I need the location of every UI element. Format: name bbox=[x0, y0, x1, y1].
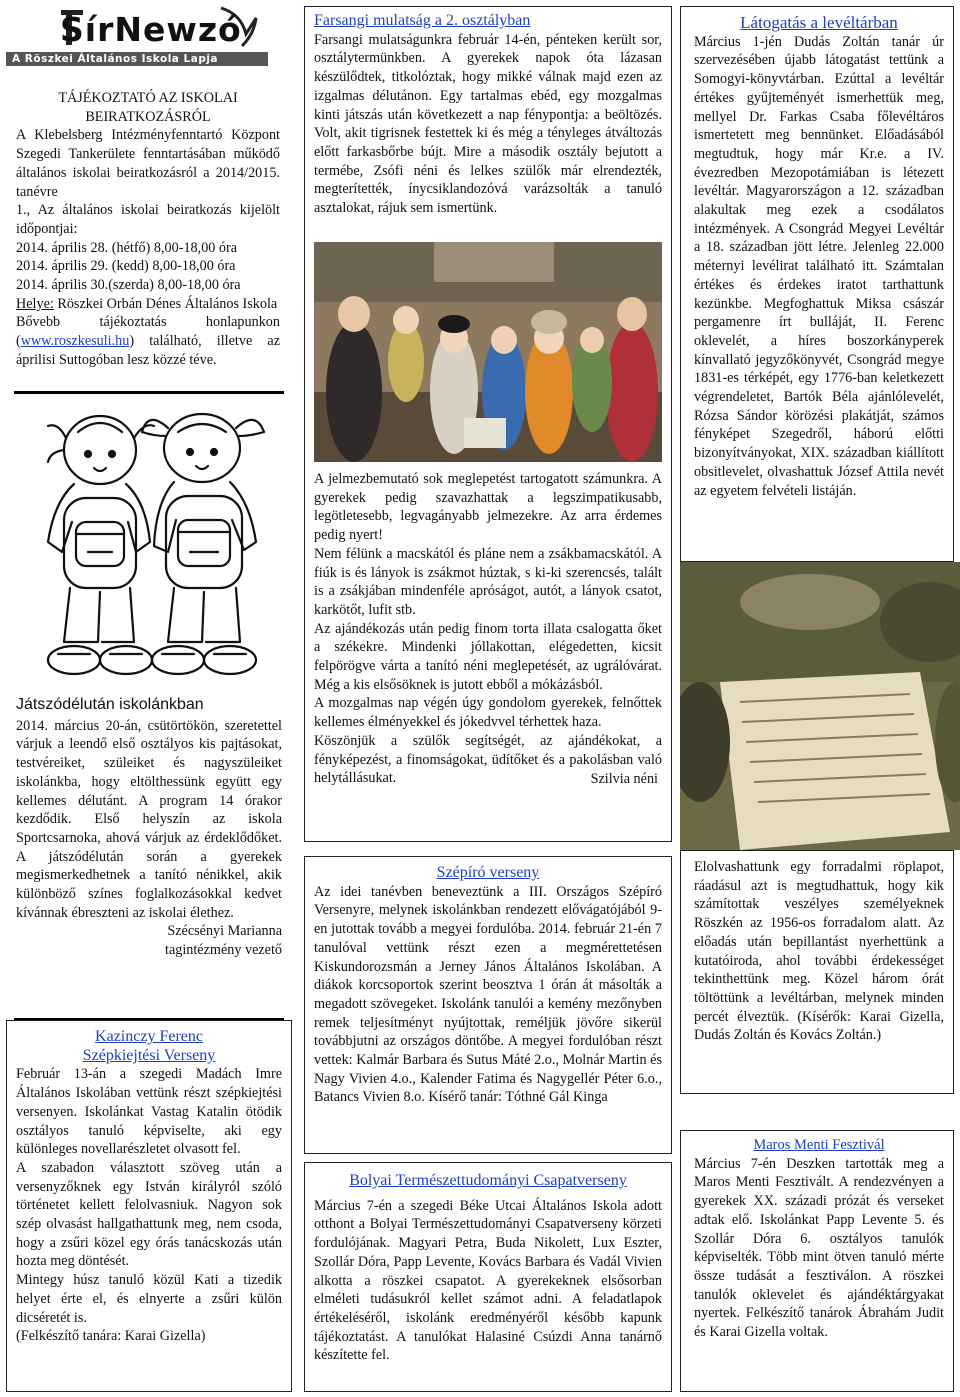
kazinczy-p4: (Felkészítő tanára: Karai Gizella) bbox=[16, 1328, 206, 1345]
bolyai-title: Bolyai Természettudományi Csapatverseny bbox=[349, 1172, 627, 1189]
enrolment-date-3: 2014. április 30.(szerda) 8,00-18,00 óra bbox=[16, 277, 241, 294]
maros-article bbox=[694, 1136, 944, 1342]
carnival-title: Farsangi mulatság a 2. osztályban bbox=[314, 12, 531, 29]
place-label: Helye: bbox=[16, 295, 54, 312]
playday-signature-name: Szécsényi Marianna bbox=[167, 923, 282, 940]
archive2-body: Elolvashattunk egy forradalmi röplapot, ráadásul azt is megtudhattuk, hogy kik számítottak veszélyes személyeknek Röszkén az 1956-os forradalom alatt. Az előadás után bepillantást nyerhettünk a kutatóiroda, ahol további érdekességet tekinthettünk meg. Közel három órát töltöttünk a levéltárban, melynek minden percét élveztük. (Kísérők: Karai Gizella, Dudás Zoltán és Kovács Zoltán.) bbox=[694, 859, 944, 1044]
bolyai-article bbox=[314, 1172, 662, 1365]
more-text-a: Bővebb tájékoztatás honlapunkon ( bbox=[16, 314, 280, 350]
playday-article bbox=[16, 696, 282, 960]
carnival-p2: A jelmezbemutató sok meglepetést tartogatott számunkra. A gyerekek pedig szavazhattak a legszimpatikusabb, legötletesebb, legvagányabb jelmezekre. Az arra érdemes pedig nyert! bbox=[314, 471, 662, 544]
kazinczy-p3: Mintegy húsz tanuló közül Kati a tizedik helyet érte el, és elnyerte a zsűri külön dicséretét is. bbox=[16, 1272, 282, 1326]
archive-title: Látogatás a levéltárban bbox=[740, 13, 898, 32]
playday-body: 2014. március 20-án, csütörtökön, szeretettel várjuk a leendő első osztályos kis pajtásokat, testvéreiket, szüleiket és nagyszüleiket iskolánkba, hogy eltölthessünk együtt egy kellemes délutánt. A program 14 órakor kezdődik. Első helyszín az iskola Sportcsarnoka, ahová várjuk az érdeklődőket. A játszódélután során a gyerekek megismerkedhetnek a tanító nénikkel, akik különböző színes foglalkozásokkal kedvet kívánnak ébreszteni az iskolai élethez. bbox=[16, 717, 282, 921]
enrolment-p2: 1., Az általános iskolai beiratkozás kijelölt időpontjai: bbox=[16, 202, 280, 237]
playday-signature-role: tagintézmény vezető bbox=[165, 942, 282, 959]
place-text: Röszkei Orbán Dénes Általános Iskola bbox=[53, 295, 278, 312]
enrolment-title: TÁJÉKOZTATÓ AZ ISKOLAI BEIRATKOZÁSRÓL bbox=[58, 90, 238, 125]
enrolment-notice bbox=[16, 89, 280, 370]
kazinczy-p1: Február 13-án a szegedi Madách Imre Általános Iskolában vettünk részt szépkiejtési versenyen. Iskolánkat Vastag Katalin ötödik osztályos tanuló képviselte, aki egy különleges novellarészletet olvasott fel. bbox=[16, 1066, 282, 1158]
enrolment-more bbox=[16, 313, 280, 369]
masthead-title: SírNewzó bbox=[60, 10, 242, 49]
col1-divider bbox=[14, 391, 284, 394]
carnival-article-bottom bbox=[314, 470, 662, 789]
carnival-p1: Farsangi mulatságunkra február 14-én, pénteken került sor, osztálytermünkben. A gyerekek napok óta lázasan készülődtek, titkolóztak, hogy mikké válnak majd ezen az izgalmas délutánon. Egy tartalmas ebéd, egy mozgalmas kinti játszás után következett a nap fénypontja: a beöltözés. Volt, akit tigrisnek festettek ki és még a tényleges átváltozás előtt farkasbőrbe bújt. Mire a második osztály bejutott a termébe, Zsófi néni és lelkes szülők már elrendezték, megterítették, ínycsiklandozóvá varázsolták a tanuló asztalokat, rájuk sem ismertünk. bbox=[314, 31, 662, 217]
kazinczy-p2: A szabadon választott szöveg után a versenyzőknek egy István királyról szóló történetet kellett felolvasniuk. Nagyon sok szép olvasást hallgathattunk meg, nem csoda, hogy a zsűri közel egy órás tanácskozás után hozta meg döntését. bbox=[16, 1159, 282, 1270]
szepiro-title: Szépíró verseny bbox=[436, 864, 540, 881]
bolyai-body: Március 7-én a szegedi Béke Utcai Általános Iskola adott otthont a Bolyai Természettudományi Csapatverseny körzeti fordulójának. Magyari Petra, Buda Nikolett, Lux Eszter, Szollár Dóra, Papp Levente, Kovács Barbara és Vadál Vivien alkotta a röszkei csapatot. A gyerekeknek elsősorban elméleti tudásukról kellet számot adni. A feladatlapok értékeléséről, iskolánk eredményéről később kapunk tájékoztatást. A tanulókat Halasiné Csúzdi Anna tanárnő készítette fel. bbox=[314, 1197, 662, 1364]
maros-title: Maros Menti Fesztivál bbox=[753, 1137, 885, 1153]
szepiro-body: Az idei tanévben beneveztünk a III. Országos Szépíró Versenyre, melynek iskolánkban rendezett elővágatójából 9-en jutottak tovább a megyei fordulóba. 2014. február 21-én 7 tanulóval vettünk részt ezen a megmérettetésen Kiskundorozsmán a Jerney János Általános Iskolában. A diákok korcsoportok szerint beosztva 1 órán át másolták a megadott szövegeket. Iskolánk tanulói a kemény mezőnyben remek teljesítményt nyújtottak, reméljük jövőre sikerül továbbjutni az országos döntőbe. A megyei fordulóban részt vettek: Kalmár Barbara és Sutus Máté 2.o., Molnár Martin és Nagy Vivien 4.o., Kalender Fatima és Nagygellér Péter 6.o., Batancs Vivien 8.o. Kísérő tanár: Tóthné Gál Kinga bbox=[314, 883, 662, 1106]
masthead bbox=[6, 4, 302, 66]
more-text-b: ) található, illetve az áprilisi Suttogóban lesz közzé téve. bbox=[16, 333, 280, 368]
enrolment-place bbox=[16, 295, 280, 314]
carnival-article-top bbox=[314, 12, 662, 218]
enrolment-p1: A Klebelsberg Intézményfenntartó Központ Szegedi Tankerülete fenntartásában működő általános iskolai beiratkozásról a 2014/2015. tanévre bbox=[16, 127, 280, 200]
carnival-p4: Az ajándékozás után pedig finom torta illata csalogatta őket a székekre. Mindenki jóllakottan, elégedetten, kicsit felpörögve várta a tanító néni meglepetését, az ugrálóvárat. Még a kis elsősöknek is jutott ebből a mókázásból. bbox=[314, 620, 662, 693]
kazinczy-title-1: Kazinczy Ferenc bbox=[95, 1028, 203, 1045]
masthead-subtitle: A Röszkei Általános Iskola Lapja bbox=[12, 53, 219, 65]
maros-body: Március 7-én Deszken tartották meg a Maros Menti Fesztivált. A rendezvényen a gyerekek XX. századi prózát és verseket adtak elő. Iskolánkat Papp Levente 5. és Szollár Dóra 6. osztályos tanulók képviselték. Több mint ötven tanuló mérte össze tudását a fesztiválon. A röszkei tanulók oklevelet és ajándéktárgyakat nyertek. Felkészítő tanárok Ábrahám Judit és Karai Gizella voltak. bbox=[694, 1155, 944, 1341]
website-link[interactable]: www.roszkesuli.hu bbox=[20, 333, 130, 350]
carnival-p5: A mozgalmas nap végén úgy gondolom gyerekek, felnőttek kellemes élményekkel és jókedvvel térhettek haza. bbox=[314, 695, 662, 731]
archive-continued bbox=[694, 858, 944, 1045]
enrolment-date-2: 2014. április 29. (kedd) 8,00-18,00 óra bbox=[16, 258, 236, 275]
kids-illustration bbox=[18, 402, 282, 688]
kazinczy-article bbox=[16, 1028, 282, 1346]
playday-title: Játszódélután iskolánkban bbox=[16, 696, 204, 713]
carnival-photo bbox=[314, 242, 662, 462]
archive-article bbox=[694, 14, 944, 500]
kazinczy-title-2: Szépkiejtési Verseny bbox=[82, 1046, 216, 1064]
szepiro-article bbox=[314, 864, 662, 1107]
carnival-p6: Köszönjük a szülők segítségét, az ajándékokat, a fényképezést, a finomságokat, üdítőket és a pakolásban való helytállásukat. bbox=[314, 732, 662, 787]
carnival-signature: Szilvia néni bbox=[590, 770, 658, 787]
carnival-p3: Nem félünk a macskától és pláne nem a zsákbamacskától. A fiúk is és lányok is zsákmot húztak, s ki-ki szerencsés, talált is a zsákjában mindenféle apróságot, autót, a lányok csatot, karkötőt, lufit stb. bbox=[314, 545, 662, 618]
enrolment-date-1: 2014. április 28. (hétfő) 8,00-18,00 óra bbox=[16, 239, 238, 256]
archive-body: Március 1-jén Dudás Zoltán tanár úr szervezésében újabb látogatást tettünk a Somogyi-könyvtárban. Ezúttal a levéltár értékes gyűjteményét ismerhettük meg, mellyel Dr. Farkas Csaba főlevéltáros ismertetett meg bennünket. Előadásából megtudtuk, hogy már Kr.e. a IV. évezredben Mezopotámiában is létezett levéltár. Magyarországon a 12. században alakultak meg ezek a csodálatos intézmények. A Csongrád Megyei Levéltár a 18. században jött létre. Jelenleg 22.000 méternyi levélirat található itt. Számtalan értékes és érdekes iratot tarthattunk kezünkbe. Megfoghattuk Miksa császár pergamenre írt bulláját, II. Ferenc oklevelét, a híres boszorkányperek kínvallató jegyzőkönyvét, Csongrád megye 1831-es térképét, egy 1776-ban keletkezett végrendeletet, Bartók Béla ajánlólevelét, Rózsa Sándor körözési plakátját, számos fényképet Szegedről, háború előtti bizonyítványokat, XIX. században kiállított obsitlevelet, olvashattuk József Attila nevét az egyetem felvételi listáján. bbox=[694, 33, 944, 499]
archive-photo bbox=[680, 562, 960, 850]
